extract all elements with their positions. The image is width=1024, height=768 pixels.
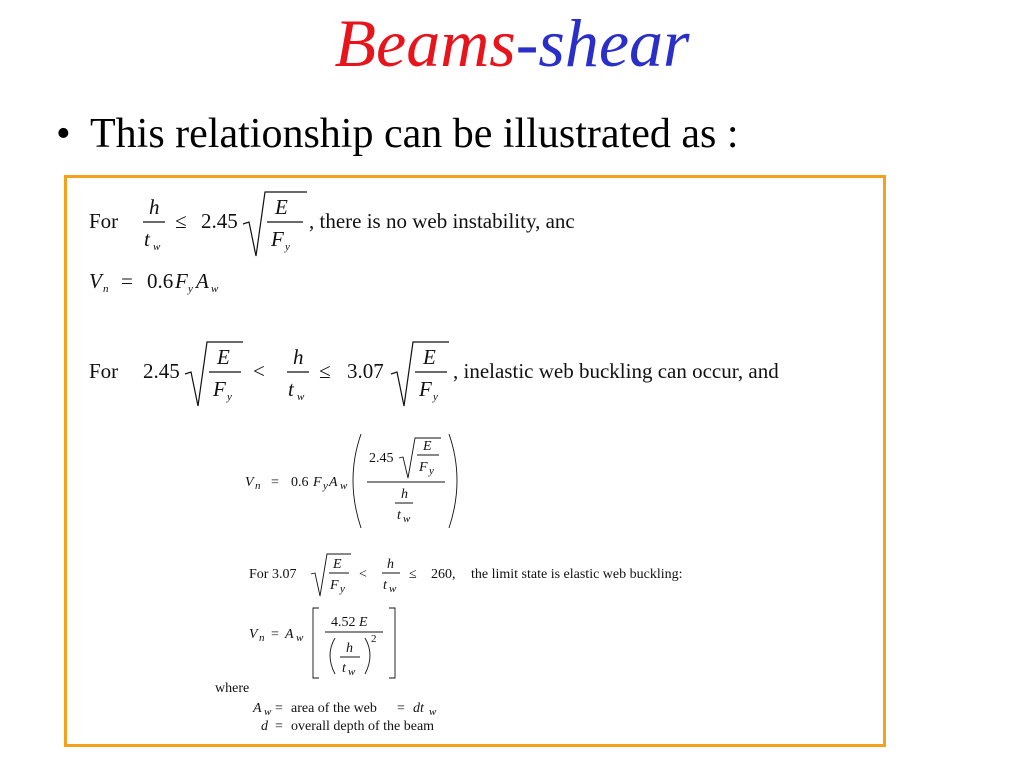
eq-2-paren-right [449,434,457,528]
eq-2-den-t: t [397,508,401,523]
where-definitions [215,681,437,734]
case-1-E: E [275,195,288,219]
equation-3 [249,608,395,678]
case-2-coef-2: 3.07 [347,359,384,383]
case-2-coef-1: 2.45 [143,359,180,383]
where-A-eq: = [275,701,283,716]
eq-2-num-F: F [419,460,428,475]
equation-figure [64,175,886,747]
case-2-t: t [288,377,294,401]
eq-2-num-F-sub: y [429,465,434,477]
eq-2-den-h: h [401,487,408,502]
eq-3-A-sub: w [296,632,304,644]
case-2-for: For [89,359,119,383]
eq-2-A-sub: w [340,480,348,492]
where-A-rhs-sub: w [429,706,437,718]
case-2-condition [89,342,779,406]
equation-1 [89,269,219,295]
eq-3-coef: 4.52 [331,615,356,630]
equation-figure-svg [67,178,883,744]
bullet-item [56,106,739,162]
eq-2-V-sub: n [255,480,261,492]
eq-1-A: A [196,269,209,293]
case-1-t-sub: w [153,241,161,253]
case-1-le: ≤ [175,209,187,233]
case-1-for: For [89,209,119,233]
eq-1-V-sub: n [103,283,109,295]
eq-3-V: V [249,627,258,642]
case-2-lt: < [253,359,265,383]
slide-title-beams: Beams [334,5,516,81]
where-d-desc: overall depth of the beam [291,719,435,734]
case-1-F-sub: y [285,241,290,253]
where-label: where [215,681,250,696]
case-2-t-sub: w [297,391,305,403]
case-1-text: , there is no web instability, anc [309,209,575,233]
case-2-F-sub-2: y [433,391,438,403]
case-2-F-1: F [213,377,226,401]
eq-2-F-sub: y [323,480,328,492]
eq-2-num-coef: 2.45 [369,451,394,466]
case-3-text: the limit state is elastic web buckling: [471,567,683,582]
eq-3-exp: 2 [371,633,377,645]
case-1-condition [89,192,575,256]
case-2-le: ≤ [319,359,331,383]
case-1-h: h [149,195,160,219]
case-3-limit: 260, [431,567,456,582]
case-2-E-2: E [423,345,436,369]
eq-3-V-sub: n [259,632,265,644]
eq-2-den-t-sub: w [403,513,411,525]
eq-2-A: A [329,475,338,490]
where-A-sub: w [264,706,272,718]
case-3-le: ≤ [409,567,417,582]
case-3-h: h [387,557,394,572]
eq-2-eq: = [271,475,279,490]
eq-3-den-t-sub: w [348,666,356,678]
slide-title [0,0,1024,86]
eq-3-bracket-left [313,608,319,678]
case-2-h: h [293,345,304,369]
case-3-for-coef: For 3.07 [249,567,297,582]
where-A-eq-2: = [397,701,405,716]
case-2-E-1: E [217,345,230,369]
where-d-eq: = [275,719,283,734]
eq-3-E: E [359,615,368,630]
bullet-symbol: • [56,111,71,157]
eq-1-coef: 0.6 [147,269,174,293]
case-2-F-2: F [419,377,432,401]
case-1-coef: 2.45 [201,209,238,233]
eq-3-paren-right [365,638,370,674]
bullet-text: This relationship can be illustrated as : [90,111,739,157]
case-3-F-sub: y [340,583,345,595]
case-3-lt: < [359,567,367,582]
where-A-desc: area of the web [291,701,377,716]
eq-1-V: V [89,269,102,293]
eq-2-paren-left [353,434,361,528]
eq-3-paren-left [330,638,335,674]
eq-1-A-sub: w [211,283,219,295]
where-d: d [261,719,268,734]
case-1-F: F [271,227,284,251]
case-1-t: t [144,227,150,251]
where-A: A [253,701,262,716]
equation-2 [245,434,457,528]
eq-2-coef: 0.6 [291,475,309,490]
eq-2-V: V [245,475,254,490]
eq-1-F: F [175,269,188,293]
eq-3-den-t: t [342,661,346,676]
case-3-t-sub: w [389,583,397,595]
eq-2-num-E: E [423,439,432,454]
case-3-t: t [383,578,387,593]
eq-3-A: A [285,627,294,642]
slide-title-shear: -shear [515,5,690,81]
where-A-rhs: dt [413,701,424,716]
eq-2-F: F [313,475,322,490]
eq-3-den-h: h [346,641,353,656]
case-2-text: , inelastic web buckling can occur, and [453,359,779,383]
eq-1-eq: = [121,269,133,293]
case-3-condition [249,554,683,596]
eq-1-F-sub: y [188,283,193,295]
case-3-E: E [333,557,342,572]
eq-3-eq: = [271,627,279,642]
eq-3-bracket-right [389,608,395,678]
case-2-F-sub-1: y [227,391,232,403]
case-3-F: F [330,578,339,593]
